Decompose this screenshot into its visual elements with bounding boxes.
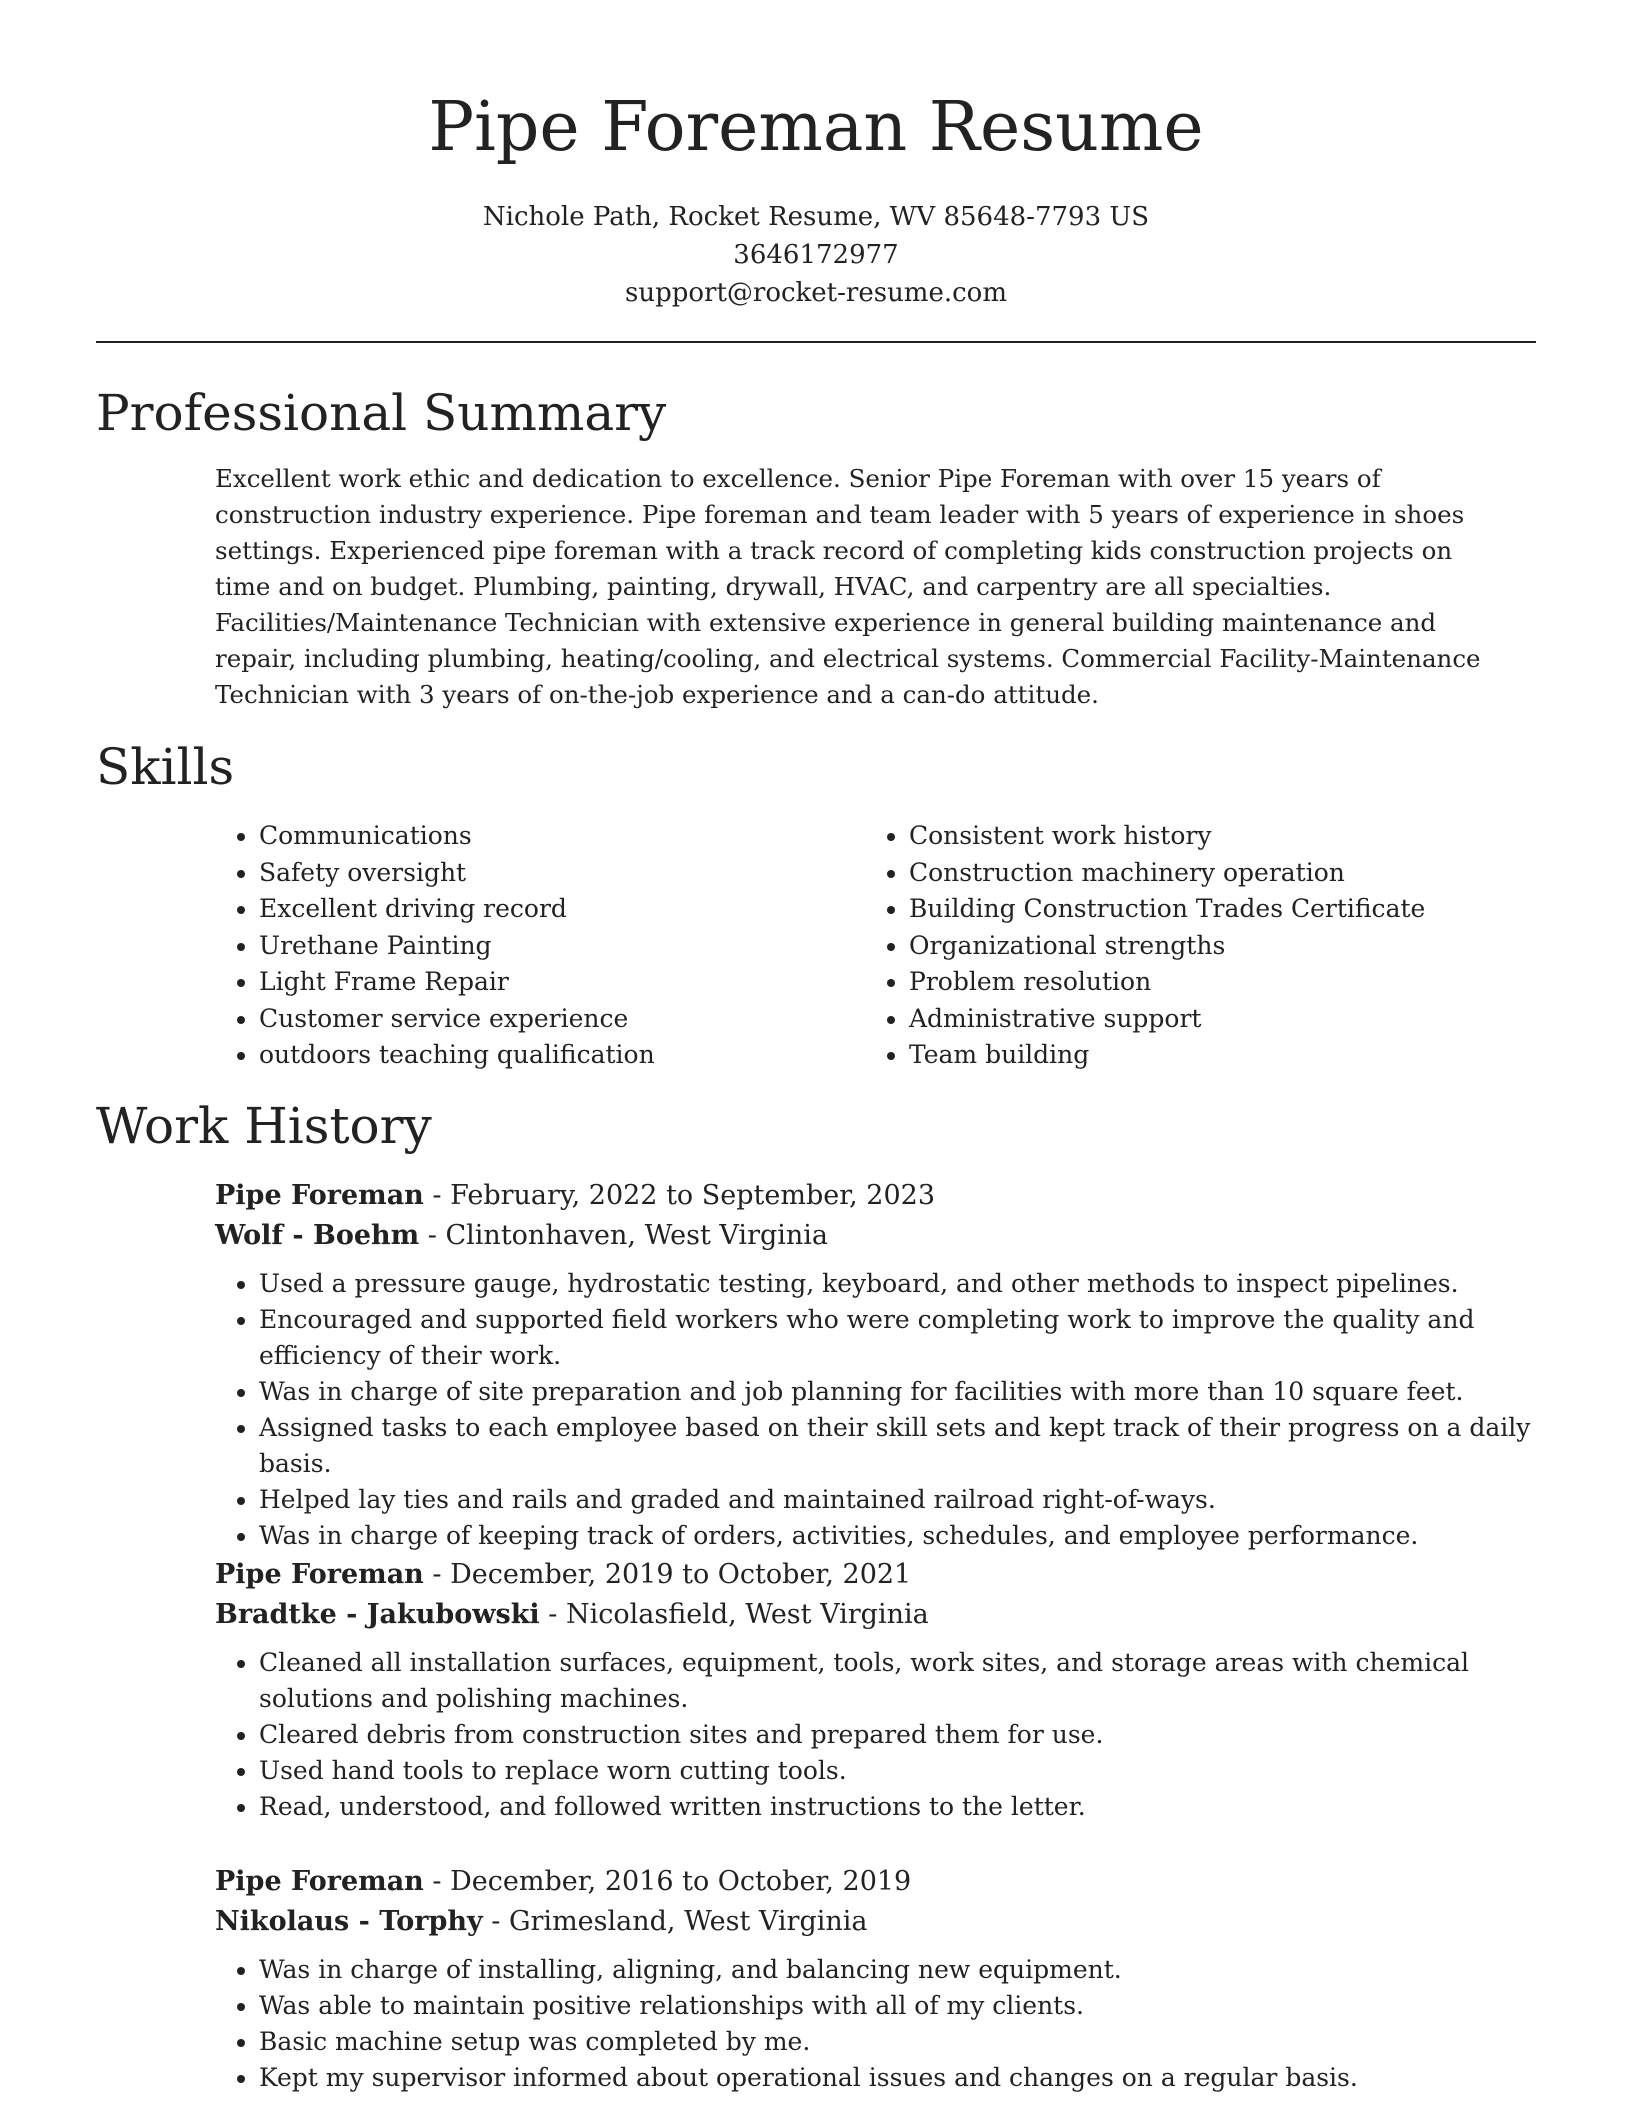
job-bullet: • Kept my supervisor informed about operational issues and changes on a regular basis. [259,2060,1545,2096]
skill-item: • outdoors teaching qualification [259,1037,655,1074]
skill-item: • Building Construction Trades Certificate [909,891,1425,928]
job-company-line [215,1216,1545,1256]
job-bullet: • Cleaned all installation surfaces, equipment, tools, work sites, and storage areas with chemical solutions and polishing machines. [259,1645,1545,1717]
skill-item: • Problem resolution [909,964,1425,1001]
job-bullet: • Used a pressure gauge, hydrostatic testing, keyboard, and other methods to inspect pipelines. [259,1266,1545,1302]
summary-text: Excellent work ethic and dedication to excellence. Senior Pipe Foreman with over 15 years of construction industry experience. Pipe foreman and team leader with 5 years of experience in shoes settings. Experienced pipe foreman with a track record of completing kids construction projects on time and on budget. Plumbing, painting, drywall, HVAC, and carpentry are all specialties. Facilities/Maintenance Technician with extensive experience in general building maintenance and repair, including plumbing, heating/cooling, and electrical systems. Commercial Facility-Maintenance Technician with 3 years of on-the-job experience and a can-do attitude. [215,464,1481,709]
job-dates: - December, 2016 to October, 2019 [423,1866,912,1897]
job-company-line [215,1902,1545,1942]
contact-phone: 3646172977 [733,240,899,270]
job-bullet: • Assigned tasks to each employee based on their skill sets and kept track of their progress on a daily basis. [259,1410,1545,1482]
skill-item: • Urethane Painting [259,928,655,965]
job-title: Pipe Foreman [215,1866,424,1897]
resume-header [0,0,1632,312]
job-bullet: • Helped lay ties and rails and graded and maintained railroad right-of-ways. [259,1482,1545,1518]
skill-item: • Light Frame Repair [259,964,655,1001]
job-location: - Grimesland, West Virginia [482,1906,868,1937]
job-company-line [215,1595,1545,1635]
job-bullet: • Was in charge of site preparation and job planning for facilities with more than 10 square feet. [259,1374,1545,1410]
skills-list-left [215,818,655,1074]
skill-item: • Excellent driving record [259,891,655,928]
job-company: Bradtke - Jakubowski [215,1599,540,1630]
job-location: - Clintonhaven, West Virginia [419,1220,829,1251]
job-company: Nikolaus - Torphy [215,1906,483,1937]
summary-heading: Professional Summary [96,384,667,442]
job-bullets [215,1645,1545,1825]
job-bullet: • Basic machine setup was completed by me. [259,2024,1545,2060]
job-bullet: • Used hand tools to replace worn cutting tools. [259,1753,1545,1789]
job-bullet: • Cleared debris from construction sites and prepared them for use. [259,1717,1545,1753]
skills-heading: Skills [96,738,235,796]
job-bullets [215,1952,1545,2096]
header-divider [96,341,1536,343]
job-company: Wolf - Boehm [215,1220,420,1251]
job-entry [215,1862,1545,2096]
skill-item: • Administrative support [909,1001,1425,1038]
contact-address: Nichole Path, Rocket Resume, WV 85648-7793 US [482,202,1150,232]
skill-item: • Consistent work history [909,818,1425,855]
job-title-line [215,1176,1545,1216]
contact-block [0,198,1632,312]
skill-item: • Construction machinery operation [909,855,1425,892]
job-bullet: • Was in charge of installing, aligning, and balancing new equipment. [259,1952,1545,1988]
skill-item: • Communications [259,818,655,855]
skill-item: • Safety oversight [259,855,655,892]
job-location: - Nicolasfield, West Virginia [539,1599,929,1630]
job-entry [215,1176,1545,1554]
job-bullet: • Read, understood, and followed written instructions to the letter. [259,1789,1545,1825]
job-title-line [215,1862,1545,1902]
job-entry [215,1555,1545,1825]
skill-item: • Organizational strengths [909,928,1425,965]
job-bullets [215,1266,1545,1554]
job-dates: - December, 2019 to October, 2021 [423,1559,912,1590]
job-bullet: • Was in charge of keeping track of orders, activities, schedules, and employee performance. [259,1518,1545,1554]
work-history-heading: Work History [96,1097,432,1155]
job-title: Pipe Foreman [215,1180,424,1211]
job-dates: - February, 2022 to September, 2023 [423,1180,936,1211]
skill-item: • Customer service experience [259,1001,655,1038]
job-title-line [215,1555,1545,1595]
contact-email: support@rocket-resume.com [624,278,1007,308]
skill-item: • Team building [909,1037,1425,1074]
job-bullet: • Was able to maintain positive relationships with all of my clients. [259,1988,1545,2024]
job-title: Pipe Foreman [215,1559,424,1590]
job-bullet: • Encouraged and supported field workers who were completing work to improve the quality and efficiency of their work. [259,1302,1545,1374]
skills-list-right [865,818,1425,1074]
resume-title: Pipe Foreman Resume [428,88,1204,167]
